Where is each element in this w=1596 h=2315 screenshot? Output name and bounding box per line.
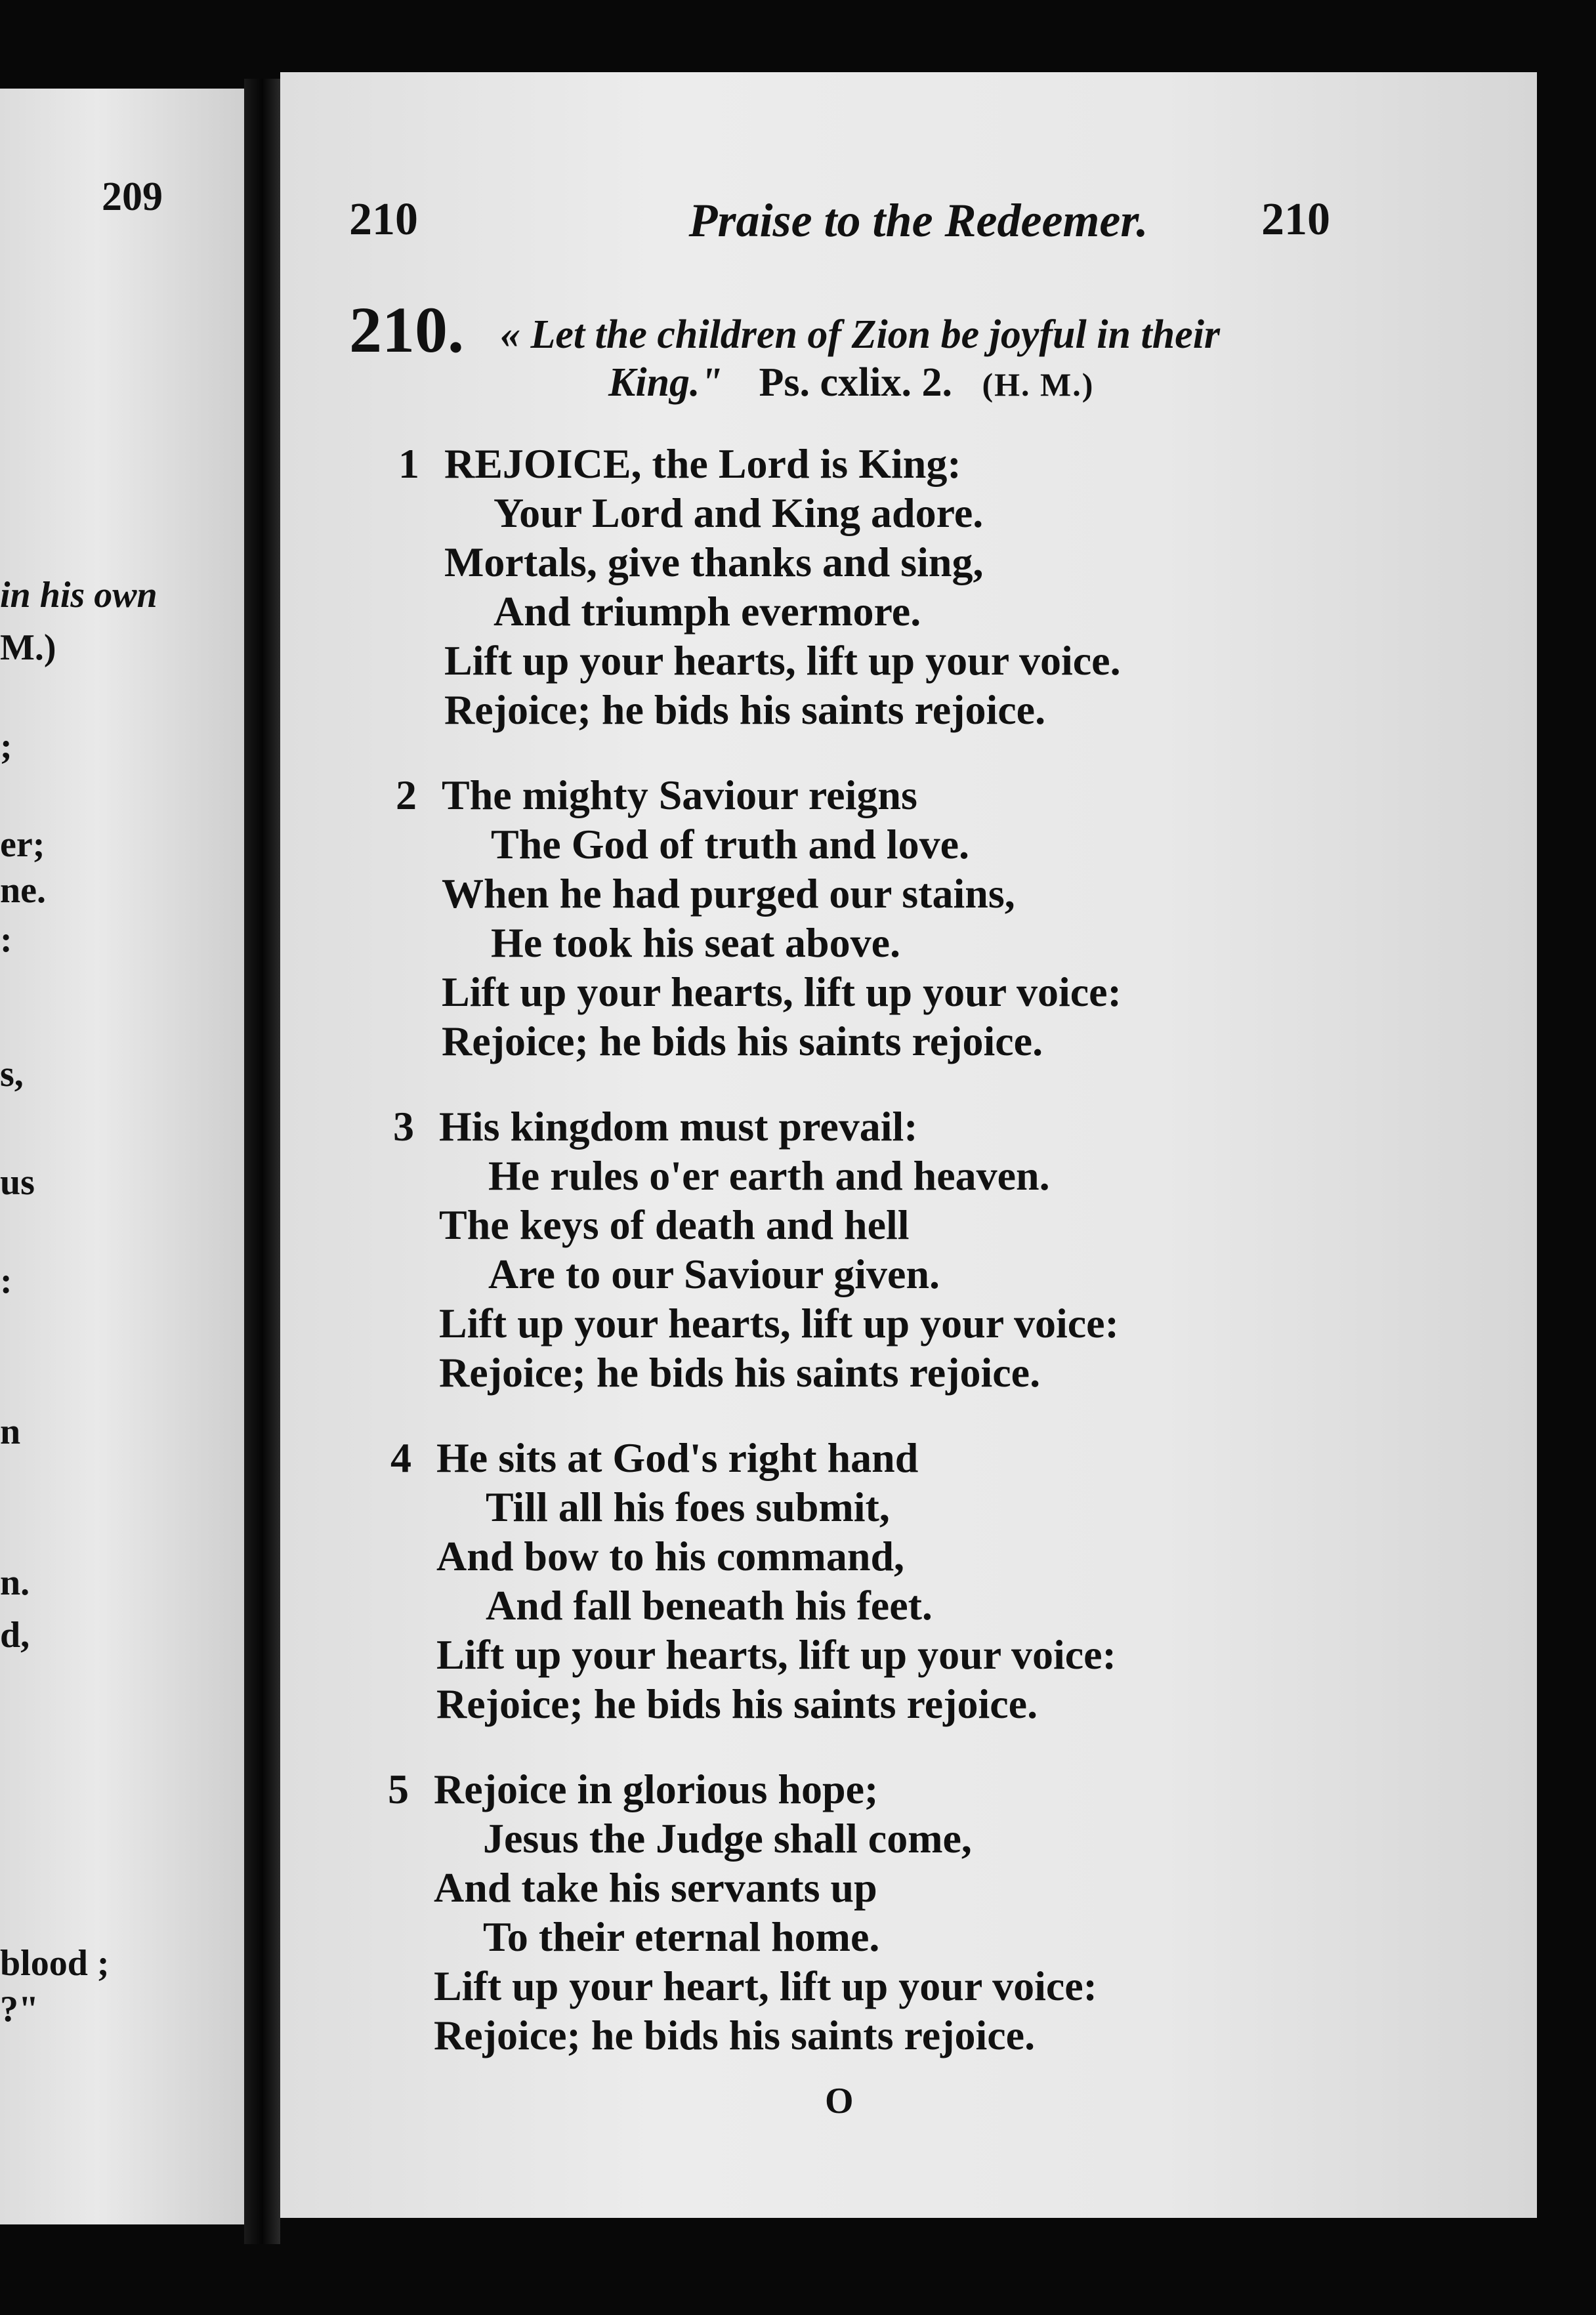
hymn-line: Lift up your hearts, lift up your voice: (436, 1631, 1116, 1678)
left-page-fragment: d, (0, 1615, 30, 1656)
hymn-line: Lift up your heart, lift up your voice: (434, 1963, 1097, 2009)
left-page-fragment: n. (0, 1562, 30, 1603)
hymn-line: Rejoice; he bids his saints rejoice. (442, 1018, 1043, 1064)
signature-mark: O (825, 2081, 854, 2121)
running-title: Praise to the Redeemer. (688, 194, 1148, 247)
page-number-left: 210 (349, 194, 418, 245)
hymn-line: Lift up your hearts, lift up your voice: (442, 969, 1122, 1015)
hymn-line: Rejoice; he bids his saints rejoice. (444, 686, 1046, 733)
left-page-fragment: ; (0, 726, 12, 766)
hymn-line: Jesus the Judge shall come, (483, 1815, 972, 1862)
stanza-number: 1 (398, 440, 419, 487)
hymn-line: And bow to his command, (436, 1533, 905, 1579)
hymn-line: To their eternal home. (483, 1913, 880, 1960)
hymn-epigraph: « Let the children of Zion be joyful in their (500, 312, 1221, 357)
hymn-line: The keys of death and hell (439, 1201, 910, 1248)
hymn-line: The mighty Saviour reigns (442, 772, 917, 818)
hymn-line: And fall beneath his feet. (486, 1582, 933, 1629)
hymn-line: Rejoice; he bids his saints rejoice. (434, 2012, 1036, 2058)
left-page-fragment: ?" (0, 1989, 39, 2030)
hymn-line: Your Lord and King adore. (494, 490, 984, 536)
hymn-line: Mortals, give thanks and sing, (444, 539, 984, 585)
hymn-reference-line (608, 360, 1094, 406)
stanza-number: 3 (393, 1103, 414, 1150)
hymn-line: Rejoice; he bids his saints rejoice. (436, 1680, 1038, 1727)
left-page-fragment: n (0, 1411, 21, 1452)
left-page-fragment: M.) (0, 627, 56, 668)
left-page (0, 89, 244, 2224)
hymn-line: The God of truth and love. (491, 821, 969, 867)
hymn-line: He took his seat above. (491, 919, 900, 966)
left-page-fragment: in his own (0, 575, 158, 615)
left-page-fragment: blood ; (0, 1943, 110, 1984)
hymn-line: Are to our Saviour given. (488, 1251, 940, 1297)
book-gutter (244, 79, 280, 2244)
hymn-line: Rejoice; he bids his saints rejoice. (439, 1349, 1041, 1396)
hymn-line: He sits at God's right hand (436, 1434, 919, 1481)
stanza-number: 2 (396, 772, 417, 818)
hymn-line: Lift up your hearts, lift up your voice. (444, 637, 1121, 684)
stanza-number: 4 (390, 1434, 411, 1481)
epigraph-continuation: King." (608, 360, 723, 405)
left-page-fragment: us (0, 1162, 35, 1203)
left-page-fragment: ne. (0, 870, 46, 911)
hymn-line: Lift up your hearts, lift up your voice: (439, 1300, 1119, 1346)
hymn-line: His kingdom must prevail: (439, 1103, 918, 1150)
hymn-line: Rejoice in glorious hope; (434, 1766, 879, 1812)
main-page (280, 72, 1537, 2218)
left-page-number: 209 (102, 175, 163, 219)
stanza-number: 5 (388, 1766, 409, 1812)
left-page-fragment: s, (0, 1054, 24, 1095)
hymn-line: And triumph evermore. (494, 588, 921, 635)
scripture-reference: Ps. cxlix. 2. (759, 360, 952, 405)
left-page-fragment: : (0, 1261, 12, 1301)
hymn-line: He rules o'er earth and heaven. (488, 1152, 1050, 1199)
hymn-line: REJOICE, the Lord is King: (444, 440, 961, 487)
page-number-right: 210 (1261, 194, 1330, 245)
left-page-fragment: er; (0, 824, 45, 865)
hymn-metre: (H. M.) (982, 366, 1095, 403)
left-page-fragment: : (0, 919, 12, 960)
hymn-number: 210. (349, 293, 464, 366)
hymn-line: And take his servants up (434, 1864, 877, 1911)
hymn-line: Till all his foes submit, (486, 1484, 890, 1530)
hymn-line: When he had purged our stains, (442, 870, 1015, 917)
